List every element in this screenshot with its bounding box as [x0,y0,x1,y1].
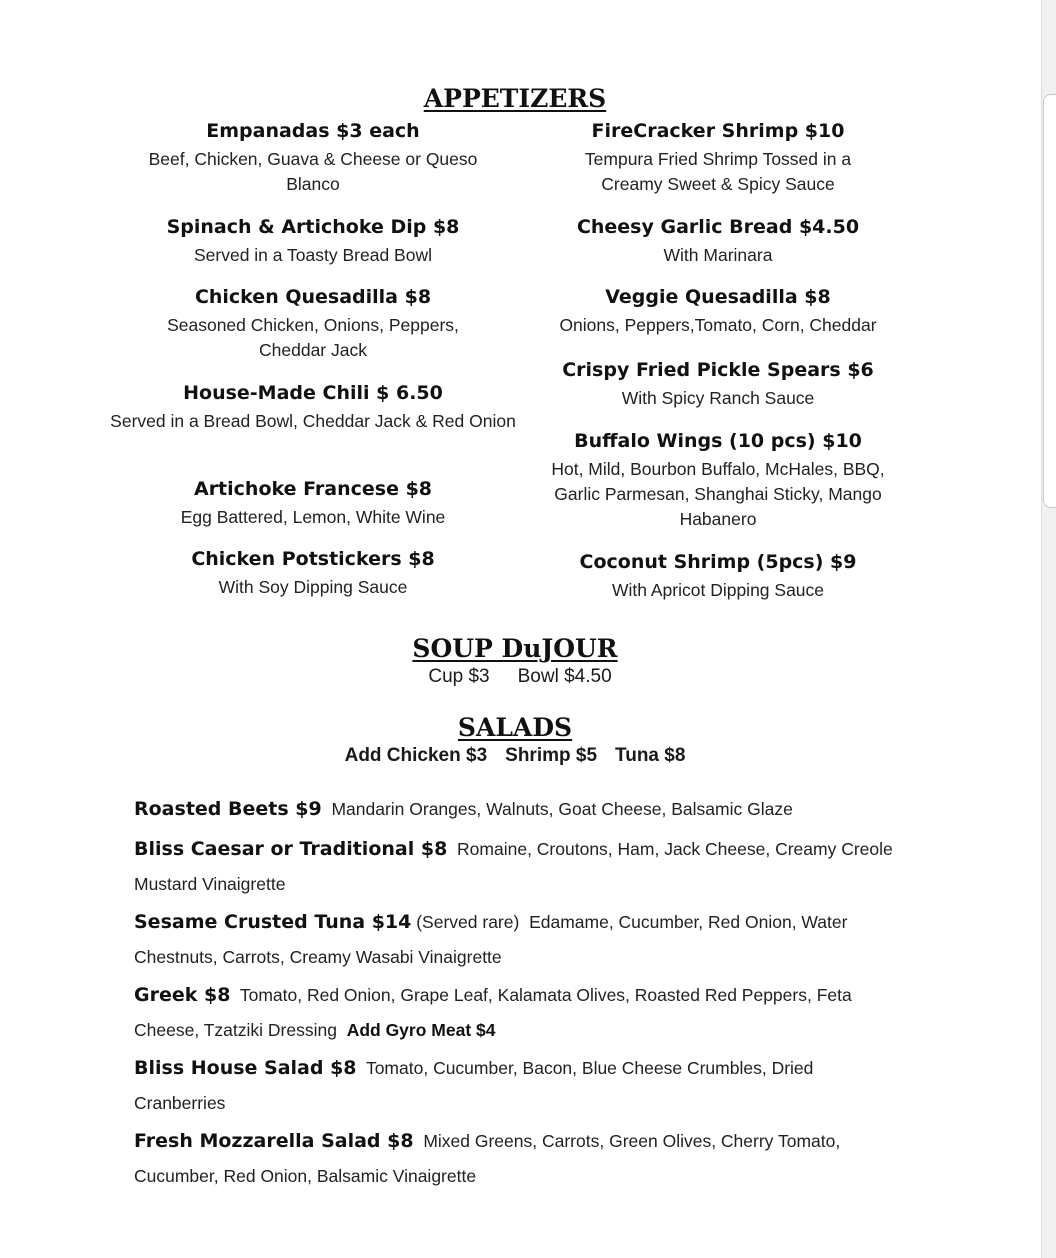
scrollbar-thumb[interactable] [1043,94,1056,508]
salad-description: Tomato, Red Onion, Grape Leaf, Kalamata Olives, Roasted Red Peppers, Feta Cheese, Tzatziki Dressing [134,985,852,1040]
salad-note: (Served rare) [416,912,520,932]
salad-item [134,832,894,902]
menu-item [528,119,908,197]
salad-item [134,1051,894,1121]
menu-item [528,215,908,268]
menu-item [108,477,518,530]
salads-heading: SALADS [457,713,573,742]
appetizers-right-column [528,0,908,620]
salad-item [134,905,894,975]
appetizers-left-column [108,0,518,620]
item-description: Egg Battered, Lemon, White Wine [180,507,446,527]
soup-bowl-price: Bowl $4.50 [517,666,612,687]
addon-tuna: Tuna $8 [615,745,686,766]
item-name: Cheesy Garlic Bread $4.50 [576,216,860,238]
salad-name: Roasted Beets $9 [134,798,322,820]
menu-item [528,285,908,338]
item-name: Chicken Quesadilla $8 [194,286,432,308]
salad-description: Tomato, Cucumber, Bacon, Blue Cheese Crumbles, Dried Cranberries [134,1058,814,1113]
menu-item [108,547,518,600]
item-name: Veggie Quesadilla $8 [605,286,831,308]
addon-shrimp: Shrimp $5 [505,745,598,766]
salad-addons [0,745,1030,767]
item-description: With Marinara [663,245,773,265]
menu-item [108,119,518,197]
item-name: Crispy Fried Pickle Spears $6 [562,359,874,381]
item-name: Chicken Potstickers $8 [191,548,435,570]
salad-item [134,1124,894,1194]
item-description: With Spicy Ranch Sauce [621,388,815,408]
menu-item [108,381,518,434]
salad-name: Sesame Crusted Tuna $14 [134,911,412,933]
item-description: With Apricot Dipping Sauce [611,580,825,600]
salad-description: Mandarin Oranges, Walnuts, Goat Cheese, Balsamic Glaze [331,799,793,819]
item-description: Seasoned Chicken, Onions, Peppers, Cheddar Jack [167,315,459,360]
addon-chicken: Add Chicken $3 [344,745,488,766]
salad-name: Bliss House Salad $8 [134,1057,357,1079]
salad-description: Romaine, Croutons, Ham, Jack Cheese, Creamy Creole Mustard Vinaigrette [134,839,893,894]
item-name: FireCracker Shrimp $10 [591,120,845,142]
menu-item [528,550,908,603]
item-description: With Soy Dipping Sauce [218,577,408,597]
menu-item [528,358,908,411]
item-description: Beef, Chicken, Guava & Cheese or Queso Blanco [148,149,478,194]
salad-description: Mixed Greens, Carrots, Green Olives, Cherry Tomato, Cucumber, Red Onion, Balsamic Vinaigrette [134,1131,841,1186]
item-name: Coconut Shrimp (5pcs) $9 [579,551,857,573]
menu-item [108,215,518,268]
menu-item [108,285,518,363]
item-description: Served in a Toasty Bread Bowl [193,245,432,265]
menu-item [528,429,908,532]
salad-description: Edamame, Cucumber, Red Onion, Water Chestnuts, Carrots, Creamy Wasabi Vinaigrette [134,912,848,967]
salad-item [134,978,894,1048]
item-description: Served in a Bread Bowl, Cheddar Jack & Red Onion [110,411,516,431]
salad-name: Fresh Mozzarella Salad $8 [134,1130,414,1152]
item-name: Artichoke Francese $8 [193,478,433,500]
appetizers-heading: APPETIZERS [423,84,607,113]
soup-cup-price: Cup $3 [428,666,490,687]
item-name: Empanadas $3 each [206,120,420,142]
item-description: Hot, Mild, Bourbon Buffalo, McHales, BBQ, Garlic Parmesan, Shanghai Sticky, Mango Habanero [551,459,885,529]
item-name: House-Made Chili $ 6.50 [183,382,443,404]
salad-item [134,792,894,827]
salad-name: Greek $8 [134,984,231,1006]
item-name: Spinach & Artichoke Dip $8 [166,216,460,238]
soup-heading: SOUP DuJOUR [412,634,618,663]
salad-extra: Add Gyro Meat $4 [346,1020,496,1040]
item-description: Tempura Fried Shrimp Tossed in a Creamy Sweet & Spicy Sauce [584,149,852,194]
soup-prices [0,666,1040,688]
page-edge-bar [1041,0,1056,1258]
item-description: Onions, Peppers,Tomato, Corn, Cheddar [559,315,877,335]
item-name: Buffalo Wings (10 pcs) $10 [574,430,862,452]
salad-name: Bliss Caesar or Traditional $8 [134,838,448,860]
